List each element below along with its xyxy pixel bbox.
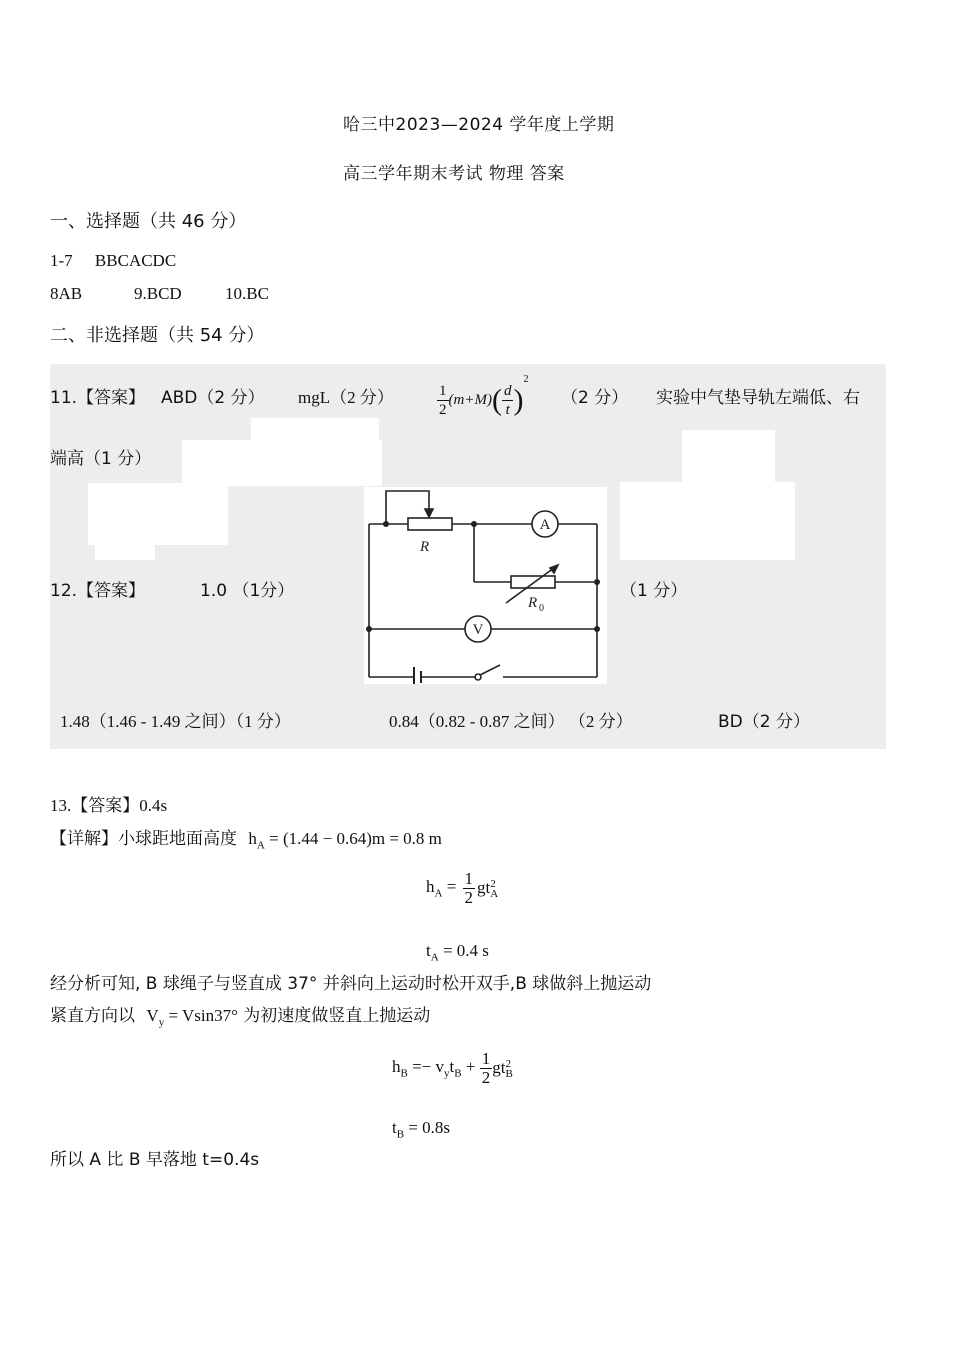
section2-heading: 二、非选择题（共 54 分） xyxy=(50,325,265,346)
q11-formula: $\frac{1}{2}$ (m+M)( $\frac{d}{t}$ )$^2$ xyxy=(439,374,529,419)
mask-patch xyxy=(182,440,382,486)
formula-numerator: 1 xyxy=(439,383,447,400)
voltmeter-label: V xyxy=(472,622,484,638)
rheostat-r xyxy=(408,518,452,530)
q11-label: 11.【答案】 xyxy=(50,388,146,408)
mask-patch xyxy=(620,482,795,560)
q11-answer2: mgL（2 分） xyxy=(298,388,394,407)
r0-label: R xyxy=(528,595,538,611)
formula-mass-term: (m+M) xyxy=(448,392,492,408)
page-subtitle: 高三学年期末考试 物理 答案 xyxy=(343,164,565,184)
q13-eq5: $t_B = 0.8s$ xyxy=(392,1118,451,1141)
q13-eq2: $h_A$ = $\frac{1}{2}$ gt 2 A xyxy=(426,869,499,907)
q11-answer1: ABD（2 分） xyxy=(161,388,265,408)
q12-circuit-score: （1 分） xyxy=(620,581,688,601)
page-title: 哈三中2023—2024 学年度上学期 xyxy=(343,115,615,135)
q13-text2: 紧直方向以 $V_y = Vsin37^\circ$ 为初速度做竖直上抛运动 xyxy=(50,1006,431,1029)
section1-heading: 一、选择题（共 46 分） xyxy=(50,211,247,232)
q12-answer1: 1.0 （1分） xyxy=(200,581,295,601)
r0-subscript: 0 xyxy=(539,603,544,614)
mcq-row1-answers: BBCACDC xyxy=(94,251,177,270)
mcq-row1-label: 1-7 xyxy=(50,251,73,270)
q13-eq4: $h_B =- v_yt_B$ + $\frac{1}{2}$ gt 2 B xyxy=(392,1049,513,1087)
q11-answer4-continued: 端高（1 分） xyxy=(50,449,152,469)
q13-eq1: $h_A = (1.44 - 0.64)m = 0.8$ m xyxy=(248,829,442,852)
q13-label: 13.【答案】0.4s xyxy=(50,796,168,815)
q12-answer2: 1.48（1.46 - 1.49 之间）（1 分） xyxy=(60,712,291,731)
switch xyxy=(480,665,500,675)
q12-answer4: BD（2 分） xyxy=(718,712,810,732)
mcq-q9: 9.BCD xyxy=(134,284,182,303)
q12-answer3: 0.84（0.82 - 0.87 之间） （2 分） xyxy=(389,712,633,731)
mcq-q10: 10.BC xyxy=(225,284,269,303)
circuit-diagram xyxy=(364,487,607,684)
q13-conclusion: 所以 A 比 B 早落地 t=0.4s xyxy=(50,1150,260,1170)
mcq-row1 xyxy=(50,251,176,271)
q11-answer4: 实验中气垫导轨左端低、右 xyxy=(656,388,860,408)
resistance-box-r0 xyxy=(511,576,555,588)
q13-detail-line xyxy=(50,824,442,851)
q13-text1: 经分析可知, B 球绳子与竖直成 37° 并斜向上运动时松开双手,B 球做斜上抛运动 xyxy=(50,974,652,994)
ammeter-label: A xyxy=(539,517,551,533)
formula-denominator: 2 xyxy=(439,402,447,419)
formula-exponent: 2 xyxy=(523,374,529,385)
formula-t: t xyxy=(505,402,510,419)
q12-label: 12.【答案】 xyxy=(50,581,146,601)
mask-patch xyxy=(682,430,775,482)
mask-patch xyxy=(95,540,155,560)
formula-d: d xyxy=(503,383,512,400)
rheostat-label: R xyxy=(420,539,430,555)
q13-eq3: $t_A = 0.4$ s xyxy=(426,941,489,964)
mcq-q8: 8AB xyxy=(50,284,83,303)
mask-patch xyxy=(88,483,228,545)
q11-answer3-score: （2 分） xyxy=(561,388,629,408)
q13-detail-prefix: 【详解】小球距地面高度 xyxy=(50,829,237,849)
